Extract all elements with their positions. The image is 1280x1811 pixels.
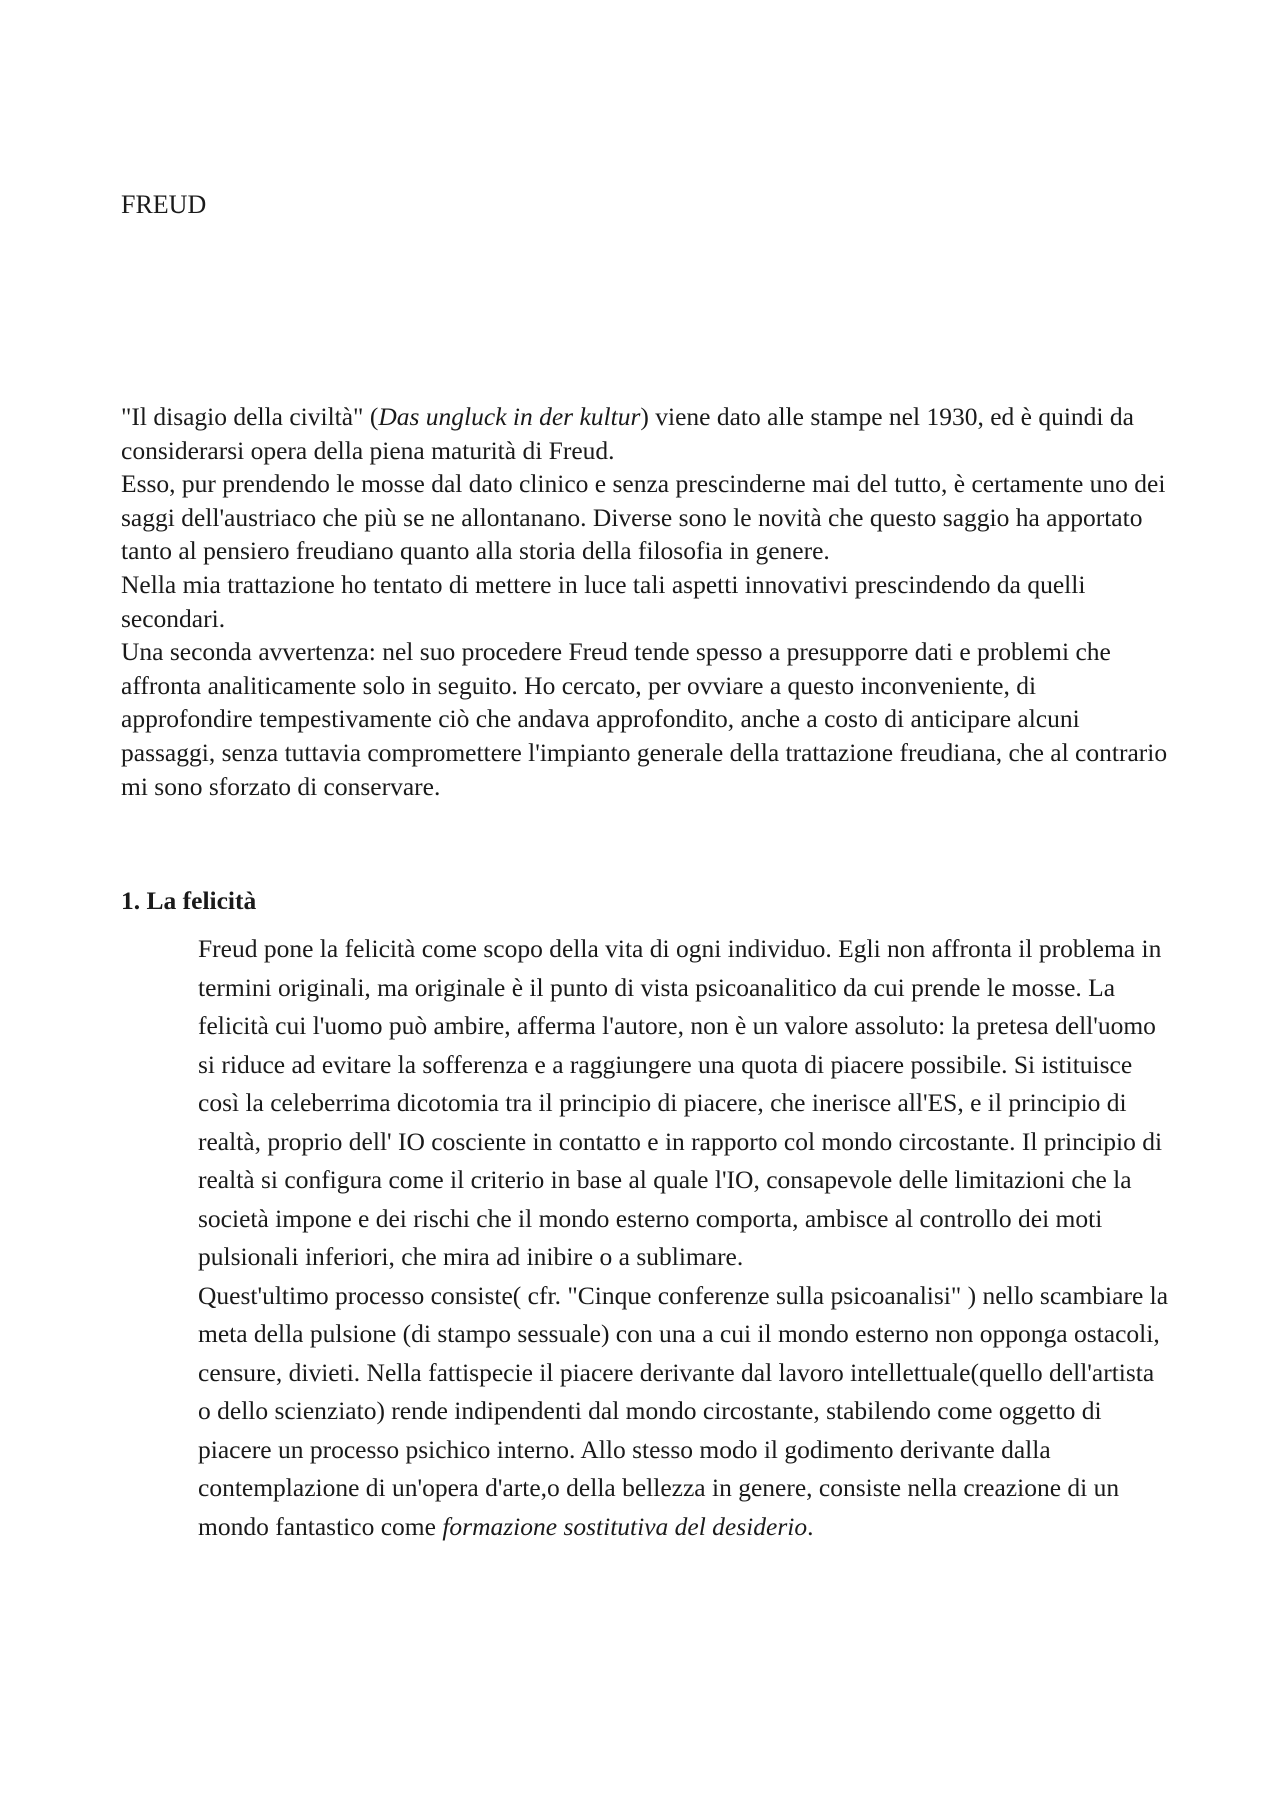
intro-paragraph-3: Nella mia trattazione ho tentato di mettere in luce tali aspetti innovativi prescindendo da quelli secondari. (121, 569, 1086, 633)
section-p2-text-a: Quest'ultimo processo consiste( cfr. "Cinque conferenze sulla psicoanalisi" ) nello scambiare la meta della pulsione (di stampo sessuale) con una a cui il mondo esterno non opponga ostacoli, censure, divieti. Nella fattispecie il piacere derivante dal lavoro intellettuale(quello dell'artista o dello scienziato) rende indipendenti dal mondo circostante, stabilendo come oggetto di piacere un processo psichico interno. Allo stesso modo il godimento derivante dalla contemplazione di un'opera d'arte,o della bellezza in genere, consiste nella creazione di un mondo fantastico come (198, 1280, 1169, 1541)
section-paragraph-1: Freud pone la felicità come scopo della vita di ogni individuo. Egli non affronta il problema in termini originali, ma originale è il punto di vista psicoanalitico da cui prende le mosse. La felicità cui l'uomo può ambire, afferma l'autore, non è un valore assoluto: la pretesa dell'uomo si riduce ad evitare la sofferenza e a raggiungere una quota di piacere possibile. Si istituisce così la celeberrima dicotomia tra il principio di piacere, che inerisce all'ES, e il principio di realtà, proprio dell' IO cosciente in contatto e in rapporto col mondo circostante. Il principio di realtà si configura come il criterio in base al quale l'IO, consapevole delle limitazioni che la società impone e dei rischi che il mondo esterno comporta, ambisce al controllo dei moti pulsionali inferiori, che mira ad inibire o a sublimare. (198, 934, 1163, 1271)
intro-p1-text-b: ) viene dato alle stampe nel 1930, ed è quindi da considerarsi opera della piena maturità di Freud. (121, 402, 1134, 465)
intro-paragraph-1 (121, 400, 1171, 467)
intro-paragraph-4: Una seconda avvertenza: nel suo procedere Freud tende spesso a presupporre dati e problemi che affronta analiticamente solo in seguito. Ho cercato, per ovviare a questo inconveniente, di approfondire tempestivamente ciò che andava approfondito, anche a costo di anticipare alcuni passaggi, senza tuttavia compromettere l'impianto generale della trattazione freudiana, che al contrario mi sono sforzato di conservare. (121, 637, 1168, 801)
section-paragraph-2 (198, 1277, 1173, 1547)
section-p2-text-b: . (807, 1511, 814, 1541)
section-heading: 1. La felicità (121, 886, 257, 915)
intro-p1-italic-title: Das ungluck in der kultur (378, 402, 641, 431)
document-title: FREUD (121, 190, 207, 219)
intro-paragraph-2: Esso, pur prendendo le mosse dal dato clinico e senza prescinderne mai del tutto, è certamente uno dei saggi dell'austriaco che più se ne allontanano. Diverse sono le novità che questo saggio ha apportato tanto al pensiero freudiano quanto alla storia della filosofia in genere. (121, 469, 1166, 566)
section-body (198, 930, 1173, 1546)
section-p2-italic: formazione sostitutiva del desiderio (442, 1511, 808, 1541)
introduction (121, 400, 1171, 803)
intro-p1-text-a: "Il disagio della civiltà" ( (121, 402, 379, 431)
